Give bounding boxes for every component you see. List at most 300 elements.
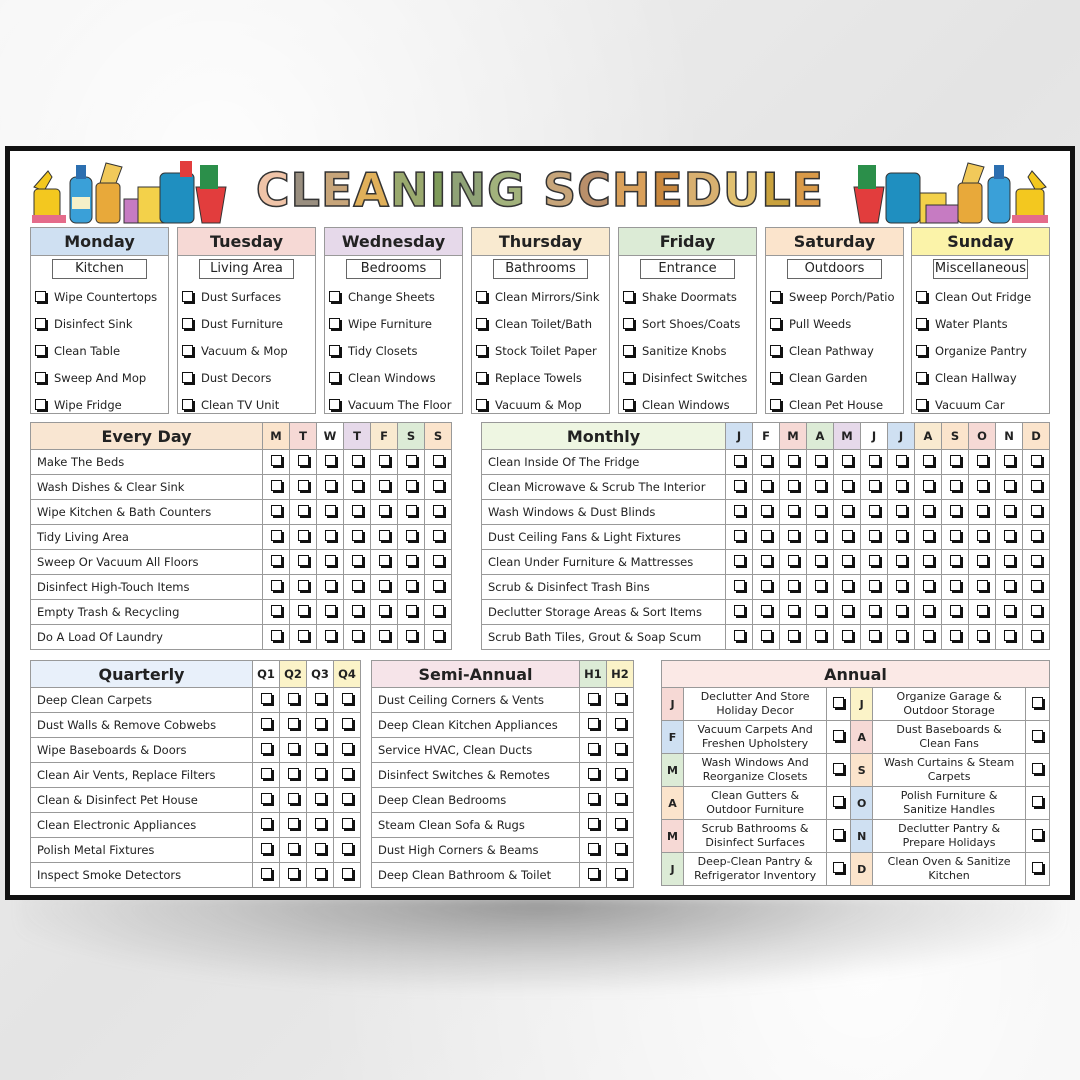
- task-label: Clean Windows: [348, 370, 436, 385]
- checkbox[interactable]: [1031, 555, 1042, 566]
- checkbox[interactable]: [842, 455, 853, 466]
- checkbox[interactable]: [298, 455, 309, 466]
- checkbox[interactable]: [842, 630, 853, 641]
- checkbox[interactable]: [833, 862, 844, 873]
- checkbox[interactable]: [329, 399, 340, 410]
- checkbox[interactable]: [869, 505, 880, 516]
- checkbox[interactable]: [615, 743, 626, 754]
- checkbox[interactable]: [916, 399, 927, 410]
- checkbox[interactable]: [379, 580, 390, 591]
- checkbox[interactable]: [315, 718, 326, 729]
- checkbox[interactable]: [896, 530, 907, 541]
- checkbox[interactable]: [950, 480, 961, 491]
- checkbox[interactable]: [869, 530, 880, 541]
- checkbox[interactable]: [35, 291, 46, 302]
- column-header: J: [726, 423, 753, 450]
- checkbox[interactable]: [869, 480, 880, 491]
- checkbox[interactable]: [761, 505, 772, 516]
- checkbox[interactable]: [379, 530, 390, 541]
- checkbox-cell: [371, 500, 398, 525]
- checkbox[interactable]: [1031, 480, 1042, 491]
- checkbox[interactable]: [615, 693, 626, 704]
- checkbox[interactable]: [842, 530, 853, 541]
- checkbox[interactable]: [615, 793, 626, 804]
- checkbox[interactable]: [977, 630, 988, 641]
- checkbox-cell: [263, 500, 290, 525]
- checkbox[interactable]: [182, 318, 193, 329]
- checkbox[interactable]: [1032, 829, 1043, 840]
- day-task: [178, 391, 315, 418]
- checkbox[interactable]: [379, 605, 390, 616]
- checkbox[interactable]: [623, 372, 634, 383]
- checkbox[interactable]: [1004, 505, 1015, 516]
- checkbox[interactable]: [815, 530, 826, 541]
- checkbox[interactable]: [342, 743, 353, 754]
- checkbox[interactable]: [271, 630, 282, 641]
- task-label: Clean Gutters &: [711, 789, 800, 802]
- checkbox[interactable]: [896, 480, 907, 491]
- checkbox[interactable]: [352, 455, 363, 466]
- checkbox[interactable]: [842, 480, 853, 491]
- checkbox[interactable]: [1004, 555, 1015, 566]
- checkbox[interactable]: [623, 318, 634, 329]
- checkbox[interactable]: [433, 555, 444, 566]
- checkbox[interactable]: [288, 868, 299, 879]
- day-task-list: [178, 283, 315, 418]
- checkbox[interactable]: [615, 818, 626, 829]
- task-label: Dust Decors: [201, 370, 272, 385]
- checkbox[interactable]: [325, 630, 336, 641]
- checkbox[interactable]: [761, 530, 772, 541]
- checkbox[interactable]: [379, 480, 390, 491]
- checkbox[interactable]: [588, 793, 599, 804]
- checkbox[interactable]: [325, 480, 336, 491]
- checkbox[interactable]: [182, 399, 193, 410]
- checkbox-cell: [280, 738, 307, 763]
- checkbox[interactable]: [761, 455, 772, 466]
- checkbox[interactable]: [315, 768, 326, 779]
- checkbox[interactable]: [923, 530, 934, 541]
- checkbox[interactable]: [977, 580, 988, 591]
- checkbox[interactable]: [315, 868, 326, 879]
- checkbox[interactable]: [35, 345, 46, 356]
- checkbox[interactable]: [342, 693, 353, 704]
- checkbox[interactable]: [325, 455, 336, 466]
- checkbox[interactable]: [476, 291, 487, 302]
- checkbox[interactable]: [869, 605, 880, 616]
- task-label: Wipe Baseboards & Doors: [31, 738, 253, 763]
- task-label: Clean Fans: [919, 737, 979, 750]
- checkbox[interactable]: [288, 793, 299, 804]
- section-title: Quarterly: [31, 661, 253, 688]
- annual-task: [684, 820, 827, 853]
- month-label: A: [662, 787, 684, 820]
- checkbox[interactable]: [761, 580, 772, 591]
- checkbox[interactable]: [342, 843, 353, 854]
- checkbox[interactable]: [588, 843, 599, 854]
- checkbox[interactable]: [815, 455, 826, 466]
- checkbox[interactable]: [615, 868, 626, 879]
- checkbox[interactable]: [325, 555, 336, 566]
- checkbox-cell: [915, 575, 942, 600]
- checkbox[interactable]: [1032, 697, 1043, 708]
- task-label: Deep Clean Kitchen Appliances: [372, 713, 580, 738]
- checkbox[interactable]: [950, 605, 961, 616]
- checkbox[interactable]: [342, 868, 353, 879]
- checkbox[interactable]: [406, 555, 417, 566]
- poster-shadow: [20, 895, 1060, 990]
- checkbox[interactable]: [842, 555, 853, 566]
- checkbox[interactable]: [315, 693, 326, 704]
- checkbox[interactable]: [916, 345, 927, 356]
- checkbox-cell: [580, 838, 607, 863]
- checkbox[interactable]: [977, 455, 988, 466]
- checkbox[interactable]: [734, 530, 745, 541]
- checkbox[interactable]: [815, 630, 826, 641]
- task-label: Dust Surfaces: [201, 289, 282, 304]
- checkbox[interactable]: [916, 291, 927, 302]
- checkbox[interactable]: [261, 768, 272, 779]
- checkbox[interactable]: [35, 399, 46, 410]
- checkbox[interactable]: [734, 455, 745, 466]
- checkbox[interactable]: [271, 455, 282, 466]
- checkbox[interactable]: [923, 580, 934, 591]
- day-column-wednesday: [324, 227, 463, 414]
- checkbox[interactable]: [734, 480, 745, 491]
- checkbox[interactable]: [271, 480, 282, 491]
- checkbox[interactable]: [406, 580, 417, 591]
- checkbox[interactable]: [950, 555, 961, 566]
- checkbox[interactable]: [615, 718, 626, 729]
- checkbox-cell: [317, 550, 344, 575]
- month-label: A: [851, 721, 873, 754]
- checkbox[interactable]: [35, 372, 46, 383]
- checkbox[interactable]: [833, 730, 844, 741]
- checkbox[interactable]: [352, 505, 363, 516]
- checkbox[interactable]: [896, 580, 907, 591]
- checkbox[interactable]: [325, 605, 336, 616]
- checkbox[interactable]: [298, 555, 309, 566]
- checkbox[interactable]: [1004, 530, 1015, 541]
- column-header: J: [888, 423, 915, 450]
- checkbox[interactable]: [342, 768, 353, 779]
- checkbox[interactable]: [770, 318, 781, 329]
- checkbox[interactable]: [261, 743, 272, 754]
- checkbox[interactable]: [1031, 505, 1042, 516]
- checkbox[interactable]: [950, 530, 961, 541]
- checkbox-cell: [915, 625, 942, 650]
- checkbox[interactable]: [833, 763, 844, 774]
- checkbox[interactable]: [271, 555, 282, 566]
- checkbox-cell: [915, 600, 942, 625]
- checkbox[interactable]: [588, 718, 599, 729]
- checkbox[interactable]: [288, 768, 299, 779]
- checkbox[interactable]: [788, 455, 799, 466]
- checkbox[interactable]: [588, 818, 599, 829]
- checkbox[interactable]: [271, 580, 282, 591]
- checkbox[interactable]: [261, 818, 272, 829]
- checkbox[interactable]: [788, 580, 799, 591]
- checkbox[interactable]: [977, 480, 988, 491]
- checkbox[interactable]: [815, 480, 826, 491]
- checkbox[interactable]: [923, 605, 934, 616]
- checkbox[interactable]: [325, 505, 336, 516]
- checkbox[interactable]: [1032, 862, 1043, 873]
- checkbox[interactable]: [588, 868, 599, 879]
- checkbox[interactable]: [588, 693, 599, 704]
- checkbox[interactable]: [315, 743, 326, 754]
- checkbox[interactable]: [788, 555, 799, 566]
- checkbox[interactable]: [352, 630, 363, 641]
- checkbox[interactable]: [761, 555, 772, 566]
- checkbox[interactable]: [761, 630, 772, 641]
- checkbox[interactable]: [770, 345, 781, 356]
- checkbox[interactable]: [623, 291, 634, 302]
- checkbox[interactable]: [1031, 580, 1042, 591]
- checkbox[interactable]: [923, 455, 934, 466]
- checkbox[interactable]: [352, 530, 363, 541]
- checkbox[interactable]: [615, 768, 626, 779]
- checkbox[interactable]: [298, 505, 309, 516]
- checkbox[interactable]: [352, 580, 363, 591]
- checkbox[interactable]: [325, 530, 336, 541]
- checkbox[interactable]: [977, 605, 988, 616]
- checkbox[interactable]: [329, 318, 340, 329]
- checkbox[interactable]: [734, 630, 745, 641]
- checkbox[interactable]: [433, 480, 444, 491]
- checkbox[interactable]: [1031, 455, 1042, 466]
- checkbox[interactable]: [923, 480, 934, 491]
- checkbox-cell: [280, 763, 307, 788]
- checkbox[interactable]: [1032, 796, 1043, 807]
- title-letter: S: [542, 163, 578, 217]
- task-label: Wash Windows And: [701, 756, 809, 769]
- checkbox[interactable]: [342, 793, 353, 804]
- checkbox[interactable]: [433, 580, 444, 591]
- checkbox[interactable]: [261, 693, 272, 704]
- checkbox[interactable]: [433, 630, 444, 641]
- checkbox-cell: [317, 600, 344, 625]
- checkbox[interactable]: [842, 505, 853, 516]
- checkbox[interactable]: [433, 605, 444, 616]
- checkbox-cell: [969, 625, 996, 650]
- checkbox[interactable]: [379, 630, 390, 641]
- checkbox[interactable]: [476, 345, 487, 356]
- checkbox[interactable]: [342, 818, 353, 829]
- checkbox[interactable]: [1004, 455, 1015, 466]
- checkbox[interactable]: [770, 372, 781, 383]
- checkbox[interactable]: [923, 555, 934, 566]
- checkbox[interactable]: [1004, 480, 1015, 491]
- checkbox[interactable]: [916, 372, 927, 383]
- checkbox[interactable]: [298, 580, 309, 591]
- checkbox[interactable]: [476, 372, 487, 383]
- checkbox[interactable]: [406, 480, 417, 491]
- checkbox[interactable]: [896, 505, 907, 516]
- day-task: [472, 283, 609, 310]
- checkbox[interactable]: [734, 555, 745, 566]
- checkbox[interactable]: [896, 555, 907, 566]
- checkbox[interactable]: [896, 630, 907, 641]
- table-row: [31, 838, 361, 863]
- checkbox[interactable]: [977, 555, 988, 566]
- checkbox-cell: [827, 688, 851, 721]
- monthly-table: [481, 422, 1050, 650]
- checkbox[interactable]: [815, 505, 826, 516]
- checkbox[interactable]: [1031, 605, 1042, 616]
- checkbox[interactable]: [950, 630, 961, 641]
- checkbox[interactable]: [182, 291, 193, 302]
- checkbox[interactable]: [406, 530, 417, 541]
- checkbox-cell: [969, 575, 996, 600]
- checkbox[interactable]: [329, 291, 340, 302]
- checkbox-cell: [807, 600, 834, 625]
- checkbox[interactable]: [288, 743, 299, 754]
- checkbox[interactable]: [833, 796, 844, 807]
- checkbox[interactable]: [623, 399, 634, 410]
- title-letter: N: [390, 163, 430, 217]
- checkbox-cell: [371, 525, 398, 550]
- checkbox[interactable]: [261, 793, 272, 804]
- checkbox[interactable]: [770, 399, 781, 410]
- checkbox[interactable]: [923, 630, 934, 641]
- checkbox[interactable]: [916, 318, 927, 329]
- checkbox[interactable]: [379, 505, 390, 516]
- checkbox[interactable]: [788, 530, 799, 541]
- checkbox[interactable]: [325, 580, 336, 591]
- checkbox[interactable]: [261, 843, 272, 854]
- checkbox[interactable]: [315, 843, 326, 854]
- checkbox[interactable]: [261, 718, 272, 729]
- checkbox[interactable]: [788, 630, 799, 641]
- checkbox-cell: [280, 838, 307, 863]
- checkbox[interactable]: [261, 868, 272, 879]
- task-label: Clean Windows: [642, 397, 730, 412]
- checkbox[interactable]: [815, 580, 826, 591]
- checkbox[interactable]: [1004, 580, 1015, 591]
- checkbox[interactable]: [298, 480, 309, 491]
- day-task: [31, 391, 168, 418]
- checkbox[interactable]: [588, 743, 599, 754]
- checkbox[interactable]: [406, 505, 417, 516]
- checkbox[interactable]: [950, 455, 961, 466]
- day-heading: Friday: [619, 228, 756, 256]
- checkbox[interactable]: [406, 605, 417, 616]
- checkbox[interactable]: [923, 505, 934, 516]
- checkbox[interactable]: [298, 630, 309, 641]
- checkbox[interactable]: [298, 605, 309, 616]
- checkbox[interactable]: [1004, 630, 1015, 641]
- checkbox[interactable]: [315, 793, 326, 804]
- checkbox[interactable]: [315, 818, 326, 829]
- checkbox[interactable]: [1032, 730, 1043, 741]
- checkbox[interactable]: [288, 718, 299, 729]
- checkbox[interactable]: [271, 505, 282, 516]
- checkbox[interactable]: [842, 580, 853, 591]
- checkbox[interactable]: [1031, 530, 1042, 541]
- checkbox[interactable]: [476, 318, 487, 329]
- checkbox[interactable]: [1004, 605, 1015, 616]
- checkbox[interactable]: [379, 555, 390, 566]
- checkbox[interactable]: [833, 697, 844, 708]
- checkbox[interactable]: [815, 605, 826, 616]
- checkbox[interactable]: [588, 768, 599, 779]
- checkbox[interactable]: [869, 630, 880, 641]
- annual-task: [684, 754, 827, 787]
- checkbox[interactable]: [950, 505, 961, 516]
- checkbox[interactable]: [433, 505, 444, 516]
- checkbox[interactable]: [869, 555, 880, 566]
- checkbox[interactable]: [406, 455, 417, 466]
- checkbox[interactable]: [352, 555, 363, 566]
- checkbox[interactable]: [271, 530, 282, 541]
- checkbox[interactable]: [623, 345, 634, 356]
- checkbox[interactable]: [182, 372, 193, 383]
- checkbox[interactable]: [288, 693, 299, 704]
- checkbox[interactable]: [476, 399, 487, 410]
- checkbox[interactable]: [352, 605, 363, 616]
- checkbox[interactable]: [734, 605, 745, 616]
- checkbox[interactable]: [842, 605, 853, 616]
- checkbox-cell: [425, 625, 452, 650]
- checkbox[interactable]: [788, 480, 799, 491]
- checkbox[interactable]: [1031, 630, 1042, 641]
- checkbox-cell: [888, 500, 915, 525]
- checkbox[interactable]: [950, 580, 961, 591]
- checkbox[interactable]: [352, 480, 363, 491]
- checkbox[interactable]: [35, 318, 46, 329]
- checkbox[interactable]: [182, 345, 193, 356]
- checkbox[interactable]: [298, 530, 309, 541]
- checkbox[interactable]: [433, 530, 444, 541]
- checkbox[interactable]: [615, 843, 626, 854]
- checkbox-cell: [969, 500, 996, 525]
- checkbox[interactable]: [342, 718, 353, 729]
- checkbox[interactable]: [770, 291, 781, 302]
- checkbox[interactable]: [1032, 763, 1043, 774]
- checkbox-cell: [834, 475, 861, 500]
- checkbox[interactable]: [761, 480, 772, 491]
- day-task: [31, 364, 168, 391]
- checkbox[interactable]: [977, 505, 988, 516]
- checkbox[interactable]: [833, 829, 844, 840]
- checkbox-cell: [1023, 500, 1050, 525]
- checkbox[interactable]: [977, 530, 988, 541]
- checkbox[interactable]: [788, 505, 799, 516]
- checkbox-cell: [726, 550, 753, 575]
- checkbox-cell: [888, 550, 915, 575]
- checkbox[interactable]: [288, 843, 299, 854]
- task-label: Dust Baseboards &: [896, 723, 1002, 736]
- checkbox[interactable]: [379, 455, 390, 466]
- checkbox[interactable]: [271, 605, 282, 616]
- checkbox[interactable]: [433, 455, 444, 466]
- checkbox[interactable]: [734, 580, 745, 591]
- checkbox[interactable]: [815, 555, 826, 566]
- checkbox[interactable]: [329, 345, 340, 356]
- checkbox[interactable]: [896, 605, 907, 616]
- checkbox[interactable]: [288, 818, 299, 829]
- checkbox-cell: [827, 853, 851, 886]
- checkbox[interactable]: [896, 455, 907, 466]
- checkbox[interactable]: [869, 580, 880, 591]
- checkbox[interactable]: [761, 605, 772, 616]
- checkbox[interactable]: [788, 605, 799, 616]
- checkbox[interactable]: [406, 630, 417, 641]
- checkbox[interactable]: [734, 505, 745, 516]
- checkbox[interactable]: [869, 455, 880, 466]
- checkbox[interactable]: [329, 372, 340, 383]
